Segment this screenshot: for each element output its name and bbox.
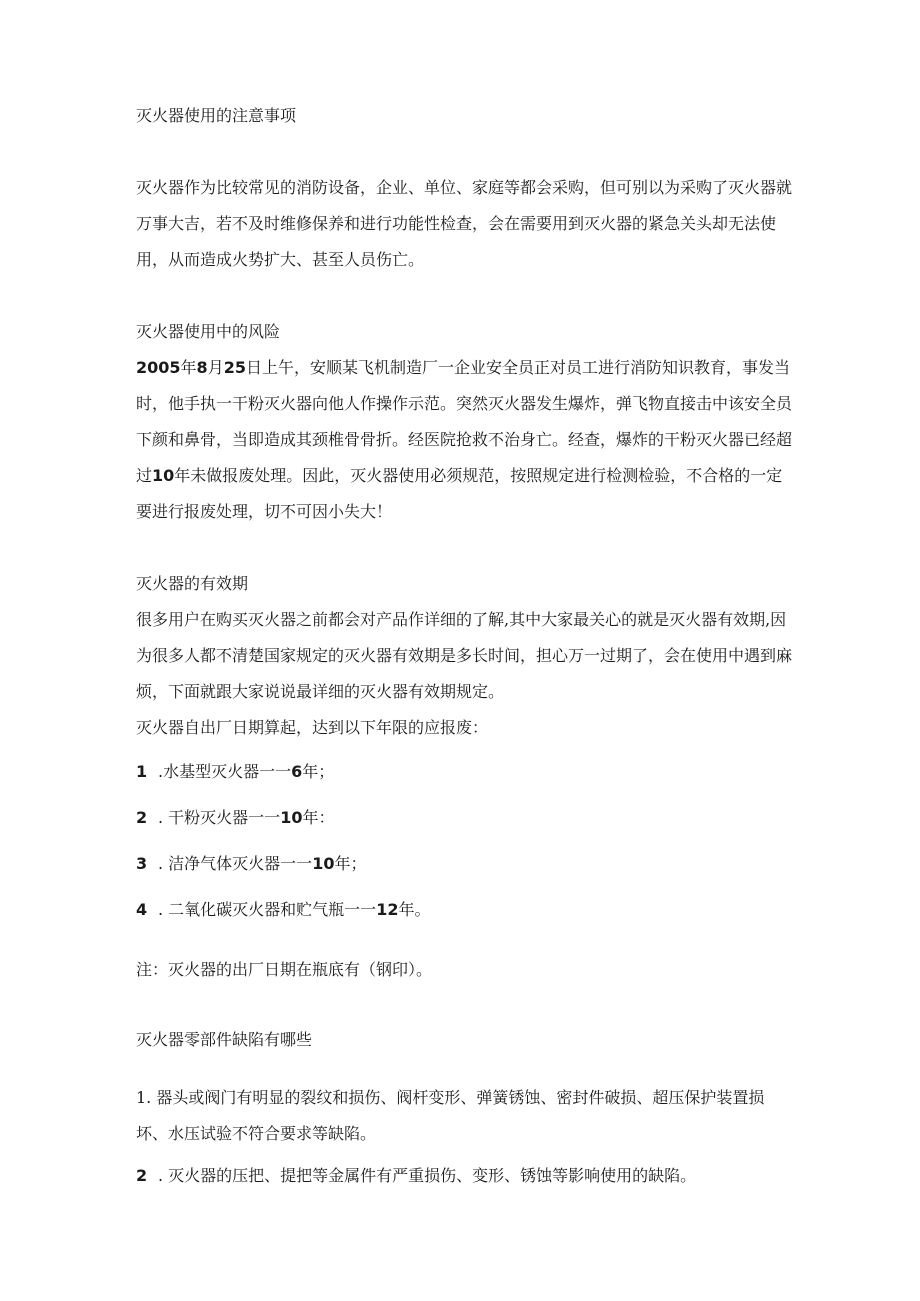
section-heading-validity: 灭火器的有效期 [136, 574, 249, 593]
intro-paragraph: 灭火器作为比较常见的消防设备，企业、单位、家庭等都会采购，但可别以为采购了灭火器就万事大吉，若不及时维修保养和进行功能性检查，会在需要用到灭火器的紧急关头却无法使用，从而造成火势扩大、甚至人员伤亡。 [136, 178, 793, 269]
list-item: 4 . 二氧化碳灭火器和贮气瓶一一12年。 [136, 900, 431, 919]
day-number: 25 [223, 358, 246, 377]
page-title: 灭火器使用的注意事项 [136, 106, 297, 125]
risk-paragraph: 2005年8月25日上午，安顺某飞机制造厂一企业安全员正对员工进行消防知识教育，事发当时，他手执一干粉灭火器向他人作操作示范。突然灭火器发生爆炸，弹飞物直接击中该安全员下颜和鼻骨，当即造成其颈椎骨骨折。经医院抢救不治身亡。经查，爆炸的干粉灭火器已经超过10年未做报废处理。因此，灭火器使用必须规范，按照规定进行检测检验，不合格的一定要进行报废处理，切不可因小失大！ [136, 358, 793, 521]
section-heading-defects: 灭火器零部件缺陷有哪些 [136, 1030, 313, 1049]
list-item: 3 . 洁净气体灭火器一一10年； [136, 854, 367, 873]
list-item: 2 . 干粉灭火器一一10年： [136, 808, 335, 827]
validity-paragraph: 很多用户在购买灭火器之前都会对产品作详细的了解,其中大家最关心的就是灭火器有效期,因为很多人都不清楚国家规定的灭火器有效期是多长时间，担心万一过期了，会在使用中遇到麻烦，下面就跟大家说说最详细的灭火器有效期规定。 [136, 610, 793, 701]
month-number: 8 [196, 358, 208, 377]
defect-item-1: 1. 器头或阀门有明显的裂纹和损伤、阀杆变形、弹簧锈蚀、密封件破损、超压保护装置损坏、水压试验不符合要求等缺陷。 [136, 1088, 765, 1143]
defect-item-2: 2 . 灭火器的压把、提把等金属件有严重损伤、变形、锈蚀等影响使用的缺陷。 [136, 1166, 697, 1185]
list-item: 1 .水基型灭火器一一6年； [136, 762, 335, 781]
years-number: 10 [152, 466, 175, 485]
note-text: 注：灭火器的出厂日期在瓶底有（钢印）。 [136, 960, 433, 979]
validity-lead: 灭火器自出厂日期算起，达到以下年限的应报废： [136, 718, 489, 737]
year-number: 2005 [136, 358, 181, 377]
section-heading-risk: 灭火器使用中的风险 [136, 322, 281, 341]
